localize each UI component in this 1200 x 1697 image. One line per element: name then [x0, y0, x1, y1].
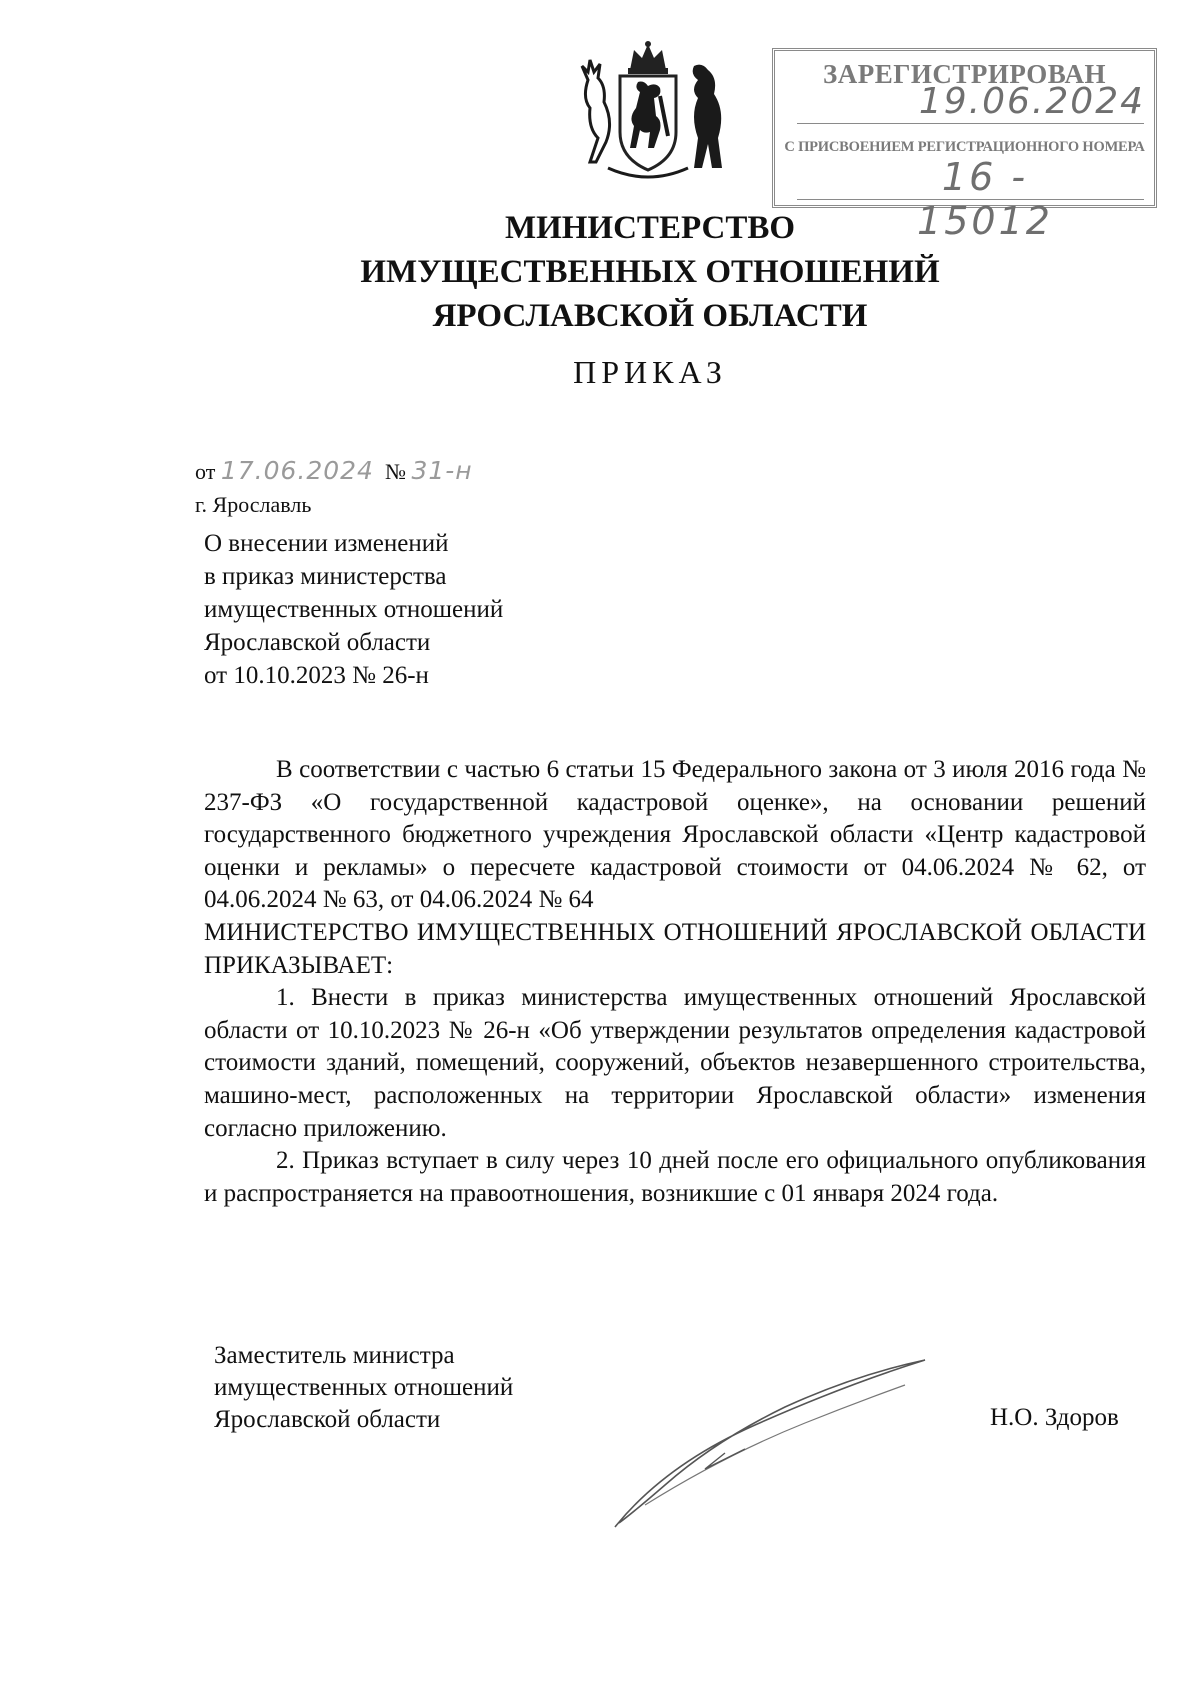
document-type-title: ПРИКАЗ	[573, 354, 727, 390]
stamp-registration-number: 16 - 15012	[917, 155, 1053, 243]
order-date: 17.06.2024	[220, 456, 374, 485]
order-date-number-line	[195, 456, 473, 485]
coat-of-arms-emblem	[568, 40, 728, 185]
signer-name: Н.О. Здоров	[990, 1404, 1119, 1431]
stamp-date: 19.06.2024	[918, 81, 1145, 122]
stamp-title: ЗАРЕГИСТРИРОВАН	[822, 59, 1107, 89]
ministry-heading-line: ЯРОСЛАВСКОЙ ОБЛАСТИ	[432, 298, 868, 334]
registration-stamp	[772, 48, 1157, 243]
handwritten-signature	[605, 1345, 935, 1535]
subject-line: Ярославской области	[204, 629, 431, 656]
ministry-heading-line: ИМУЩЕСТВЕННЫХ ОТНОШЕНИЙ	[360, 254, 940, 290]
ministry-heading	[300, 206, 1000, 338]
intro-paragraph: В соответствии с частью 6 статьи 15 Федерального закона от 3 июля 2016 года № 237-ФЗ «О государственной кадастровой оценке», на основании решений государственного бюджетного учреждения Ярославской области «Центр кадастровой оценки и рекламы» о пересчете кадастровой стоимости от 04.06.2024 № 62, от 04.06.2024 № 63, от 04.06.2024 № 64	[204, 756, 1146, 914]
resolution-paragraph: МИНИСТЕРСТВО ИМУЩЕСТВЕННЫХ ОТНОШЕНИЙ ЯРОСЛАВСКОЙ ОБЛАСТИ ПРИКАЗЫВАЕТ:	[204, 918, 1146, 979]
stamp-divider	[797, 123, 1144, 124]
signer-position	[214, 1340, 513, 1436]
ministry-heading-line: МИНИСТЕРСТВО	[504, 210, 796, 246]
order-body	[204, 754, 1146, 1210]
stamp-subtitle: С ПРИСВОЕНИЕМ РЕГИСТРАЦИОННОГО НОМЕРА	[784, 139, 1145, 155]
signer-position-line: Заместитель министра	[214, 1342, 455, 1369]
subject-line: от 10.10.2023 № 26-н	[204, 662, 429, 689]
subject-line: имущественных отношений	[204, 596, 504, 623]
order-number: 31-н	[411, 456, 473, 485]
order-subject	[204, 527, 503, 692]
signer-position-line: Ярославской области	[214, 1406, 441, 1433]
number-label: №	[384, 459, 406, 484]
subject-line: в приказ министерства	[204, 563, 447, 590]
subject-line: О внесении изменений	[204, 530, 449, 557]
signer-position-line: имущественных отношений	[214, 1374, 514, 1401]
order-item-2: 2. Приказ вступает в силу через 10 дней после его официального опубликования и распространяется на правоотношения, возникшие с 01 января 2024 года.	[204, 1147, 1146, 1207]
stamp-divider	[797, 199, 1144, 200]
order-item-1: 1. Внести в приказ министерства имущественных отношений Ярославской области от 10.10.2023 № 26-н «Об утверждении результатов определения кадастровой стоимости зданий, помещений, сооружений, объектов незавершенного строительства, машино-мест, расположенных на территории Ярославской области» изменения согласно приложению.	[204, 984, 1146, 1142]
city: г. Ярославль	[195, 492, 312, 517]
from-label: от	[195, 459, 216, 484]
